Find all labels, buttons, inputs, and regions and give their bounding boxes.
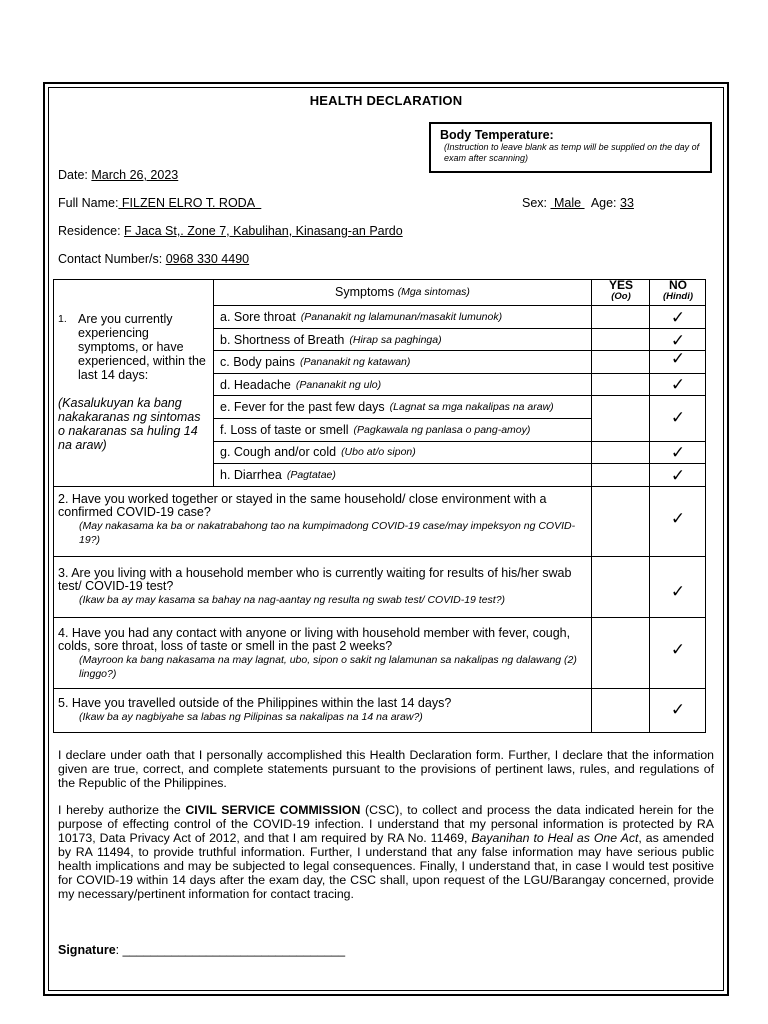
- sex-label: Sex:: [522, 196, 548, 210]
- symptoms-header-tl: (Mga sintomas): [397, 286, 470, 298]
- question-4: [58, 627, 578, 681]
- question-2: [58, 493, 578, 547]
- symptom-row-h: [214, 464, 336, 486]
- question-3: [58, 567, 578, 607]
- declaration-paragraph-1: I declare under oath that I personally accomplished this Health Declaration form. Further, I declare that the information given are true, correct, and complete statements pursuant to the provisions of pertinent laws, rules, and regulations of the Republic of the Philippines.: [58, 748, 714, 790]
- no-header: [650, 279, 706, 305]
- residence-value: F Jaca St,. Zone 7, Kabulihan, Kinasang-an Pardo: [124, 224, 403, 238]
- check-icon: ✓: [670, 375, 686, 394]
- symptom-label: h. Diarrhea: [220, 468, 282, 482]
- check-icon: ✓: [670, 349, 686, 368]
- declaration-paragraph-2: [58, 803, 714, 901]
- signature-label: Signature: [58, 943, 116, 957]
- sex-age-field: [522, 196, 634, 210]
- question-1-tl: (Kasalukuyan ka bang nakakaranas ng sintomas o nakaranas sa huling 14 na araw): [58, 396, 201, 452]
- full-name-field: [58, 196, 261, 210]
- residence-field: [58, 224, 403, 238]
- declaration-p2-c: , as amended by RA 11494, to provide truthful information. Further, I understand that any false information may have serious public health implications and may be subjected to legal consequences. Finally, I understand that, in case I would test positive for COVID-19 within 14 days after the exam day, the CSC shall, upon request of the LGU/Barangay concerned, provide my necessary/pertinent information for contact tracing.: [58, 831, 714, 901]
- symptom-tl: (Pananakit ng lalamunan/masakit lumunok): [300, 311, 503, 323]
- symptom-label: a. Sore throat: [220, 310, 296, 324]
- check-icon: ✓: [670, 466, 686, 485]
- check-icon: ✓: [670, 443, 686, 462]
- check-icon: ✓: [670, 640, 686, 659]
- symptom-tl: (Pananakit ng katawan): [300, 356, 411, 368]
- yes-header-tl: (Oo): [611, 291, 631, 302]
- form-title: HEALTH DECLARATION: [309, 93, 463, 108]
- symptom-tl: (Lagnat sa mga nakalipas na araw): [389, 401, 554, 413]
- symptom-tl: (Pananakit ng ulo): [295, 379, 382, 391]
- check-icon: ✓: [670, 331, 686, 350]
- yes-header-label: YES: [608, 278, 633, 292]
- symptom-tl: (Pagtatae): [286, 469, 336, 481]
- question-5-tl: (Ikaw ba ay nagbiyahe sa labas ng Pilipinas sa nakalipas na 14 na araw?): [79, 711, 423, 723]
- yes-header: [592, 279, 650, 305]
- check-icon: ✓: [670, 308, 686, 327]
- date-label: Date:: [58, 168, 88, 182]
- symptom-label: g. Cough and/or cold: [220, 445, 337, 459]
- symptom-row-g: [214, 441, 416, 463]
- symptom-row-c: [214, 351, 410, 373]
- contact-field: [58, 252, 249, 266]
- question-3-text: 3. Are you living with a household member who is currently waiting for results of his/her swab test/ COVID-19 test?: [58, 566, 572, 593]
- question-1: [58, 312, 208, 452]
- sex-value: Male: [550, 196, 585, 210]
- signature-field: [58, 943, 345, 957]
- contact-value: 0968 330 4490: [165, 252, 250, 266]
- check-icon: ✓: [670, 700, 686, 719]
- age-value: 33: [620, 196, 634, 210]
- body-temperature-note: (Instruction to leave blank as temp will be supplied on the day of exam after scanning): [444, 142, 700, 163]
- symptom-tl: (Hirap sa paghinga): [349, 334, 442, 346]
- question-2-tl: (May nakasama ka ba or nakatrabahong tao na kumpimadong COVID-19 case/may impeksyon ng COVID-19?): [79, 520, 576, 546]
- signature-line[interactable]: : ________________________________: [115, 943, 346, 957]
- declaration-csc: CIVIL SERVICE COMMISSION: [185, 803, 361, 817]
- question-4-text: 4. Have you had any contact with anyone or living with household member with fever, cough, colds, sore throat, loss of taste or smell in the past 2 weeks?: [58, 626, 571, 653]
- date-value: March 26, 2023: [91, 168, 179, 182]
- declaration-p2-a: I hereby authorize the: [58, 803, 186, 817]
- symptom-tl: (Ubo at/o sipon): [341, 446, 416, 458]
- question-5-text: 5. Have you travelled outside of the Philippines within the last 14 days?: [58, 696, 452, 710]
- symptom-row-b: [214, 329, 442, 351]
- symptom-row-f: [214, 419, 530, 441]
- symptom-label: c. Body pains: [220, 355, 296, 369]
- check-icon: ✓: [670, 509, 686, 528]
- symptom-tl: (Pagkawala ng panlasa o pang-amoy): [353, 424, 531, 436]
- symptom-row-a: [214, 306, 502, 328]
- symptoms-header: [214, 279, 591, 305]
- full-name-value: FILZEN ELRO T. RODA: [118, 196, 262, 210]
- no-header-label: NO: [669, 278, 687, 292]
- contact-label: Contact Number/s:: [58, 252, 163, 266]
- question-3-tl: (Ikaw ba ay may kasama sa bahay na nag-aantay ng resulta ng swab test/ COVID-19 test?): [79, 594, 506, 606]
- symptoms-table: [53, 279, 706, 733]
- symptom-label: f. Loss of taste or smell: [220, 423, 349, 437]
- residence-label: Residence:: [58, 224, 121, 238]
- question-1-text: Are you currently experiencing symptoms, or have experienced, within the last 14 days:: [78, 312, 206, 382]
- body-temperature-box: [429, 122, 712, 173]
- age-label: Age:: [590, 196, 617, 210]
- question-1-number: 1.: [58, 313, 67, 325]
- question-2-text: 2. Have you worked together or stayed in the same household/ close environment with a confirmed COVID-19 case?: [58, 492, 547, 519]
- declaration-p2-b: (CSC), to collect and process the data indicated herein for the purpose of effecting control of the COVID-19 infection. I understand that my personal information is protected by RA 10173, Data Privacy Act of 2012, and that I am required by RA No. 11469,: [58, 803, 714, 845]
- date-field: [58, 168, 178, 182]
- check-icon: ✓: [670, 408, 686, 427]
- no-header-tl: (Hindi): [662, 291, 694, 302]
- declaration-bayanihan: Bayanihan to Heal as One Act: [471, 831, 639, 845]
- check-icon: ✓: [670, 582, 686, 601]
- symptom-row-e: [214, 396, 554, 418]
- full-name-label: Full Name:: [58, 196, 119, 210]
- symptom-label: d. Headache: [220, 378, 291, 392]
- symptom-row-d: [214, 374, 381, 396]
- question-4-tl: (Mayroon ka bang nakasama na may lagnat, ubo, sipon o sakit ng lalamunan sa nakalipas ng dalawang (2) linggo?): [79, 654, 577, 680]
- question-5: [58, 697, 578, 724]
- symptoms-header-label: Symptoms: [335, 285, 395, 299]
- body-temperature-label: Body Temperature:: [440, 128, 554, 142]
- symptom-label: b. Shortness of Breath: [220, 333, 345, 347]
- symptom-label: e. Fever for the past few days: [220, 400, 385, 414]
